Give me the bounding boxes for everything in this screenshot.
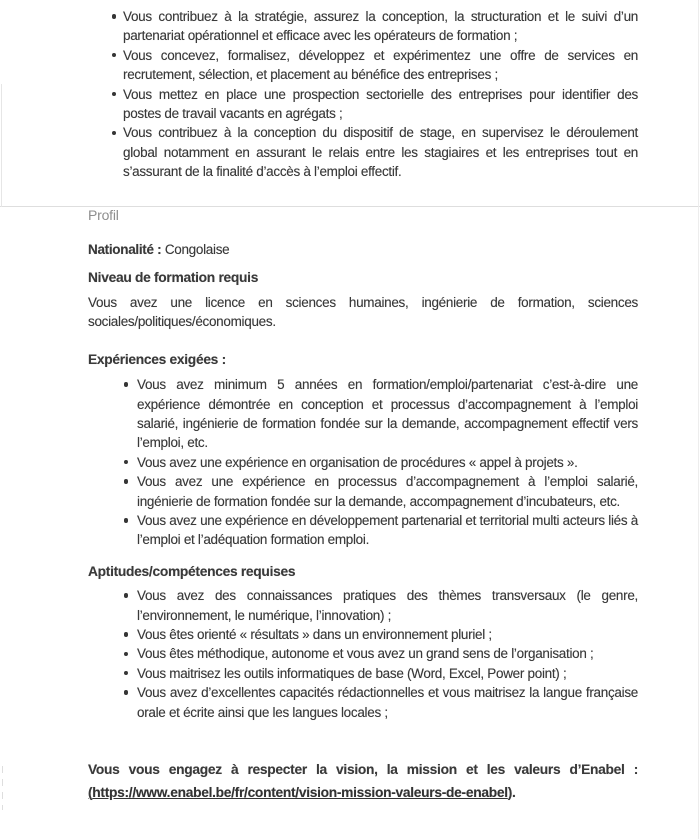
aptitudes-bullet-list (88, 586, 638, 722)
bullet-icon (112, 14, 116, 18)
list-item (88, 511, 638, 550)
bullet-icon (124, 690, 128, 694)
experience-heading: Expériences exigées : (88, 351, 226, 367)
list-item (88, 123, 638, 181)
closing-paren-open: ( (88, 785, 93, 800)
list-item-text: Vous contribuez à la stratégie, assurez la conception, la structuration et le suivi d’un partenariat opérationnel et efficace avec les opérateurs de formation ; (123, 9, 638, 44)
closing-paragraph (88, 758, 638, 804)
list-item-text: Vous avez minimum 5 années en formation/emploi/partenariat c’est-à-dire une expérience démontrée en conception et processus d’accompagnement à l’emploi salarié, ingénierie de formation fondée sur la demande, accompagnement effectif vers l’emploi, etc. (137, 377, 638, 451)
experience-bullet-list (88, 375, 638, 550)
enabel-values-link[interactable]: https://www.enabel.be/fr/content/vision-mission-valeurs-de-enabel (92, 785, 508, 800)
bullet-icon (124, 652, 128, 656)
bullet-icon (112, 92, 116, 96)
bullet-icon (112, 131, 116, 135)
bullet-icon (124, 671, 128, 675)
list-item-text: Vous avez des connaissances pratiques des thèmes transversaux (le genre, l’environnement, le numérique, l’innovation) ; (137, 588, 638, 623)
list-item-text: Vous avez une expérience en développement partenarial et territorial multi acteurs liés à l’emploi et l’adéquation formation emploi. (137, 512, 638, 548)
bullet-icon (112, 53, 116, 57)
list-item (88, 625, 638, 644)
scan-artifact-right-line (698, 0, 699, 839)
list-item (88, 453, 638, 472)
nationality-label: Nationalité : (88, 242, 162, 258)
list-item-text: Vous maitrisez les outils informatiques de base (Word, Excel, Power point) ; (137, 665, 567, 681)
intro-bullet-list (88, 0, 638, 182)
list-item (88, 375, 638, 453)
bullet-icon (124, 460, 128, 464)
list-item (88, 664, 638, 683)
bullet-icon (124, 382, 128, 386)
list-item-text: Vous avez d’excellentes capacités rédactionnelles et vous maitrisez la langue française orale et écrite ainsi que les langues locales ; (137, 685, 638, 720)
document-content (88, 0, 638, 804)
list-item (88, 46, 638, 85)
closing-bold-text: Vous vous engagez à respecter la vision, la mission et les valeurs d’Enabel : (88, 762, 638, 777)
list-item (88, 586, 638, 625)
education-paragraph: Vous avez une licence en sciences humaines, ingénierie de formation, sciences sociales/politiques/économiques. (88, 294, 638, 330)
bullet-icon (124, 479, 128, 483)
bullet-icon (124, 632, 128, 636)
list-item-text: Vous êtes méthodique, autonome et vous avez un grand sens de l’organisation ; (137, 646, 594, 662)
aptitudes-heading: Aptitudes/compétences requises (88, 563, 296, 579)
list-item-text: Vous êtes orienté « résultats » dans un environnement pluriel ; (137, 626, 492, 642)
nationality-value: Congolaise (164, 242, 230, 258)
scan-artifact-left-line (1, 84, 2, 207)
list-item-text: Vous contribuez à la conception du dispositif de stage, en supervisez le déroulement global notamment en assurant le relais entre les stagiaires et les entreprises tout en s’assurant de la finalité d’accès à l’emploi effectif. (123, 125, 638, 180)
list-item-text: Vous concevez, formalisez, développez et expérimentez une offre de services en recrutement, sélection, et placement au bénéfice des entreprises ; (123, 47, 638, 83)
list-item (88, 644, 638, 663)
list-item (88, 85, 638, 124)
section-label-profil: Profil (88, 206, 119, 223)
list-item-text: Vous mettez en place une prospection sectorielle des entreprises pour identifier des postes de travail vacants en agrégats ; (123, 86, 638, 122)
nationality-line (88, 240, 638, 259)
bullet-icon (124, 593, 128, 597)
list-item-text: Vous avez une expérience en organisation de procédures « appel à projets ». (137, 454, 578, 470)
scan-artifact-left-dashes (2, 766, 3, 810)
education-heading: Niveau de formation requis (88, 270, 259, 286)
closing-suffix: ). (507, 785, 516, 800)
list-item-text: Vous avez une expérience en processus d’accompagnement à l’emploi salarié, ingénierie de formation fondée sur la demande, accompagnement d’incubateurs, etc. (137, 474, 638, 509)
list-item (88, 683, 638, 722)
list-item (88, 472, 638, 511)
bullet-icon (124, 518, 128, 522)
list-item (88, 7, 638, 46)
